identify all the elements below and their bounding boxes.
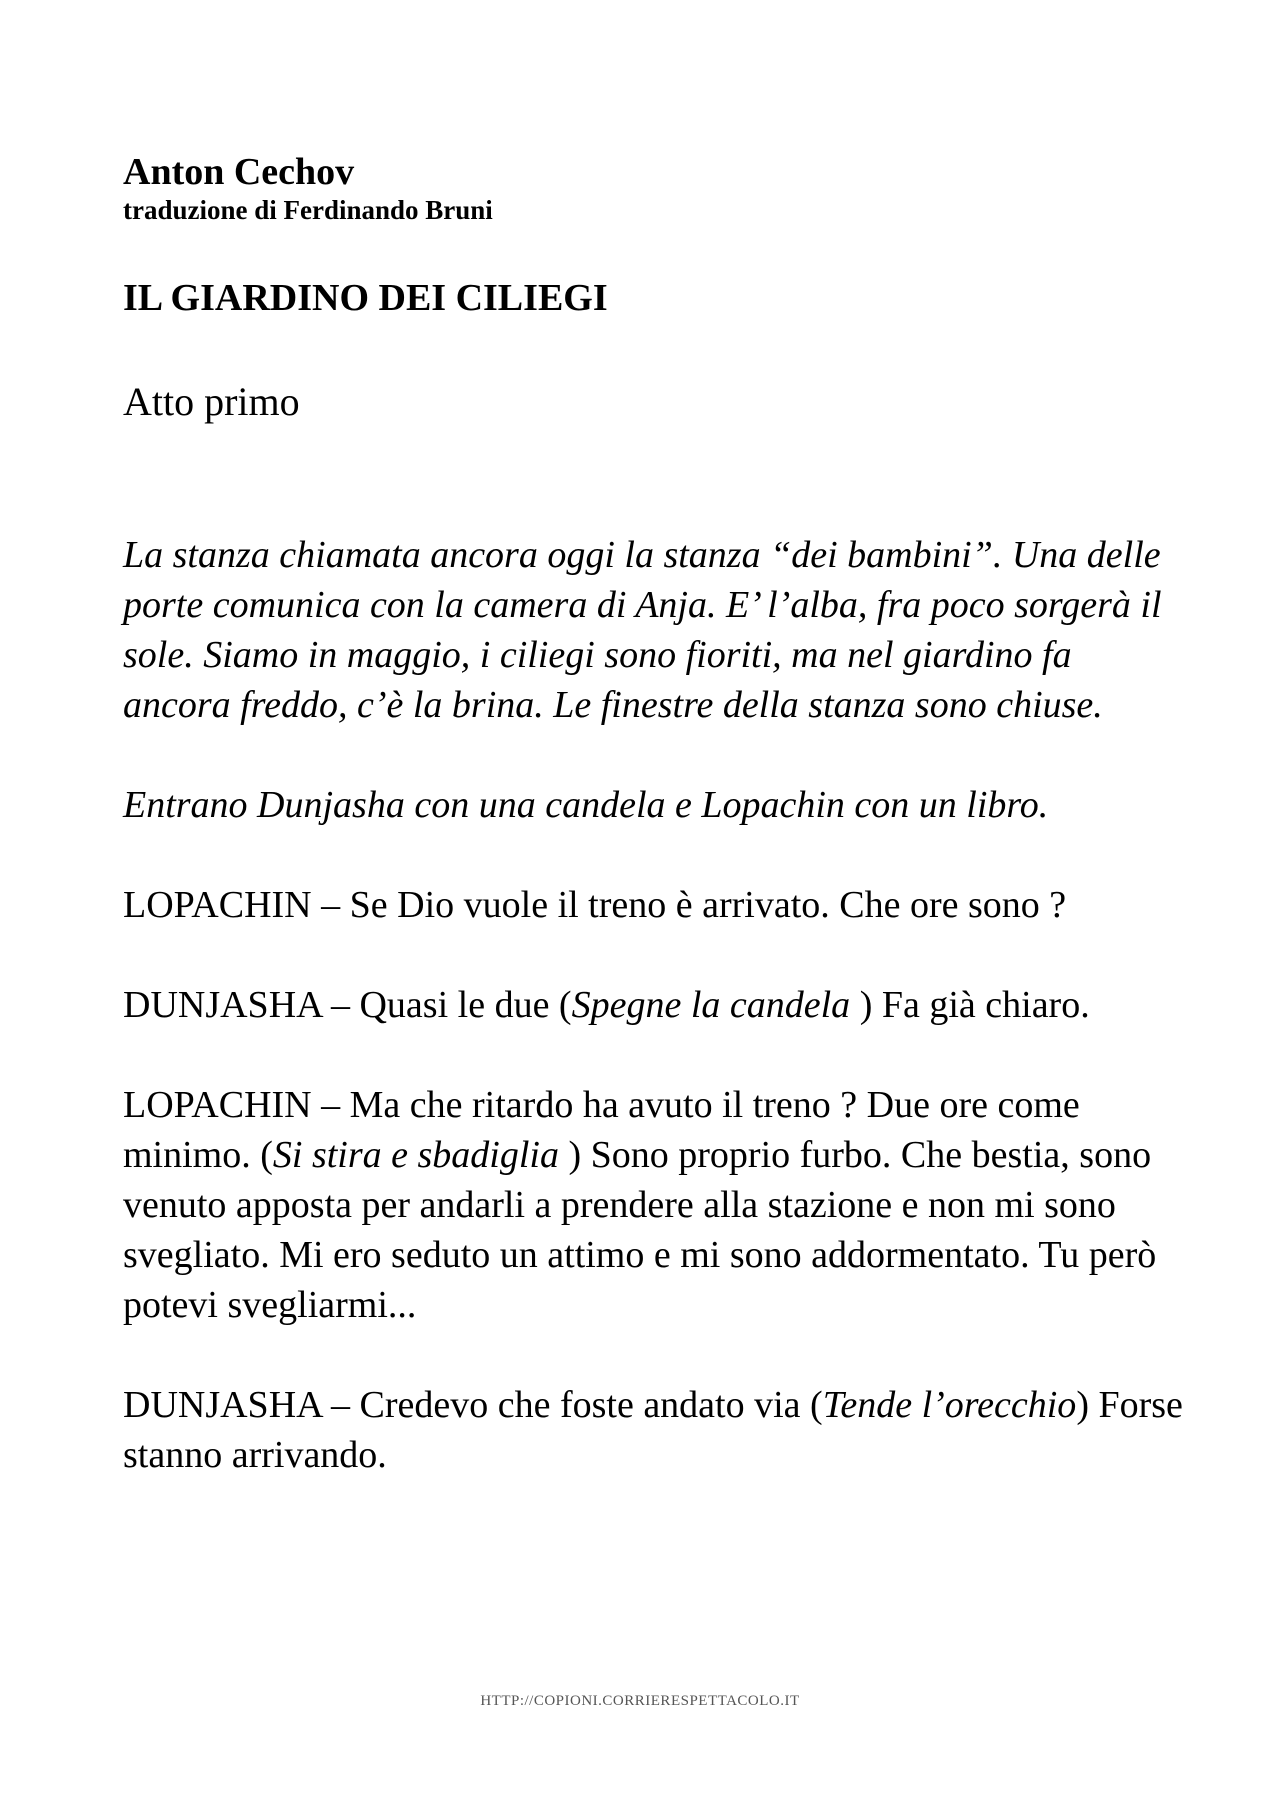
inline-stage-direction: Tende l’orecchio	[822, 1384, 1077, 1426]
dialogue-text: Credevo che foste andato via (	[359, 1384, 823, 1426]
footer-url: HTTP://COPIONI.CORRIERESPETTACOLO.IT	[480, 1693, 800, 1709]
document-page	[123, 150, 1183, 1480]
dialogue-line	[123, 1080, 1183, 1330]
dialogue-line	[123, 980, 1183, 1030]
stage-direction-entrance: Entrano Dunjasha con una candela e Lopachin con un libro.	[123, 784, 1049, 826]
act-heading: Atto primo	[123, 379, 300, 424]
dialogue-text: Quasi le due (	[359, 984, 572, 1026]
dialogue-dash: –	[311, 1084, 350, 1126]
speaker-name: DUNJASHA	[123, 984, 322, 1026]
dialogue-text: ) Fa già chiaro.	[859, 984, 1090, 1026]
dialogue-text: Se Dio vuole il treno è arrivato. Che ore sono ?	[349, 884, 1067, 926]
speaker-name: DUNJASHA	[123, 1384, 322, 1426]
dialogue-text: ) Sono proprio furbo. Che bestia, sono venuto apposta per andarli a prendere alla stazione e non mi sono svegliato. Mi ero seduto un attimo e mi sono addormentato. Tu però potevi svegliarmi...	[123, 1134, 1157, 1326]
dialogue-line	[123, 1380, 1183, 1480]
author-name: Anton Cechov	[123, 151, 355, 193]
translator-credit: traduzione di Ferdinando Bruni	[123, 195, 493, 225]
speaker-name: LOPACHIN	[123, 1084, 312, 1126]
stage-direction-setting: La stanza chiamata ancora oggi la stanza “dei bambini”. Una delle porte comunica con la camera di Anja. E’ l’alba, fra poco sorgerà il sole. Siamo in maggio, i ciliegi sono fioriti, ma nel giardino fa ancora freddo, c’è la brina. Le finestre della stanza sono chiuse.	[123, 534, 1162, 726]
dialogue-text: ) Forse stanno arrivando.	[123, 1384, 1183, 1476]
dialogue-dash: –	[321, 1384, 360, 1426]
play-title: IL GIARDINO DEI CILIEGI	[123, 277, 608, 319]
dialogue-dash: –	[321, 984, 360, 1026]
speaker-name: LOPACHIN	[123, 884, 312, 926]
dialogue-dash: –	[311, 884, 350, 926]
inline-stage-direction: Spegne la candela	[571, 984, 860, 1026]
inline-stage-direction: Si stira e sbadiglia	[272, 1134, 569, 1176]
dialogue-line	[123, 880, 1183, 930]
dialogue-text: Ma che ritardo ha avuto il treno ? Due ore come minimo. (	[123, 1084, 1080, 1176]
